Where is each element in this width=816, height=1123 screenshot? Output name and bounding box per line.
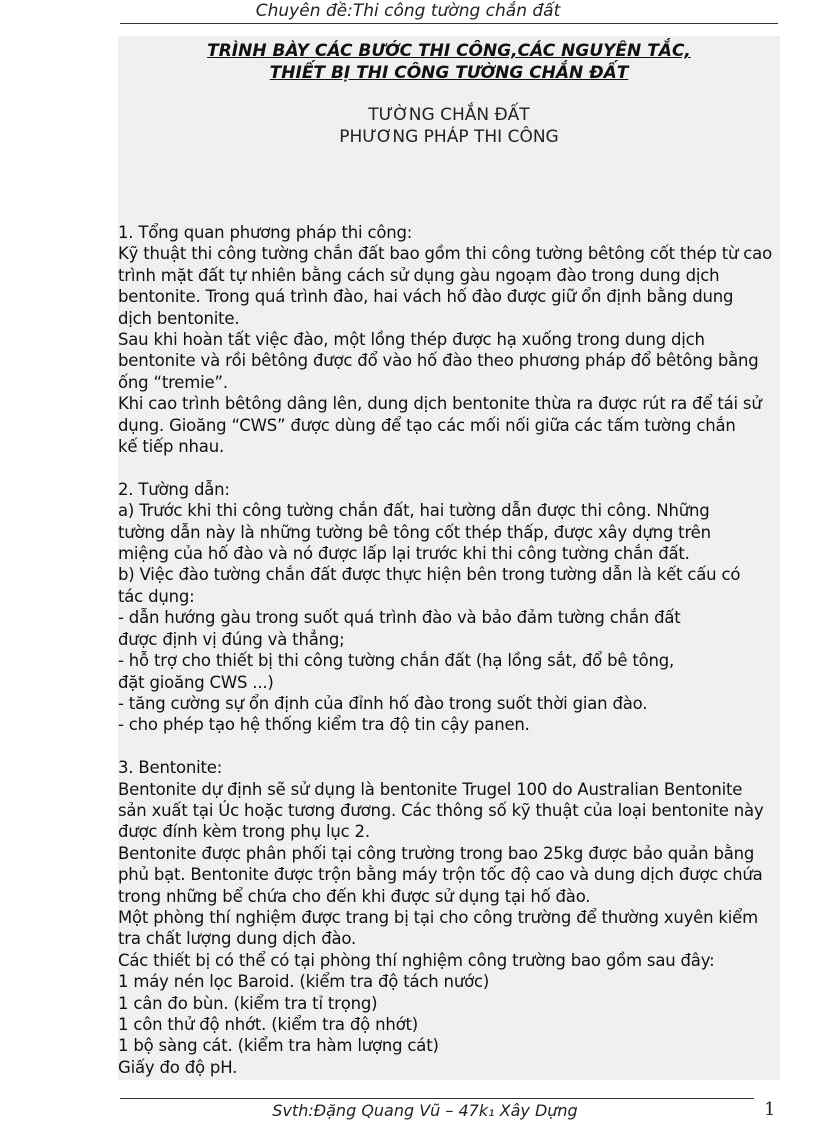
list-item: - hỗ trợ cho thiết bị thi công tường chắn đất (hạ lồng sắt, đổ bê tông, xyxy=(118,651,675,671)
header-rule xyxy=(120,23,778,24)
paragraph-line: trong những bể chứa cho đến khi được sử dụng tại hố đào. xyxy=(118,886,591,906)
list-item: 1 côn thử độ nhớt. (kiểm tra độ nhớt) xyxy=(118,1015,419,1034)
section-heading: 2. Tường dẫn: xyxy=(118,479,230,499)
subtitle-line-2: PHƯƠNG PHÁP THI CÔNG xyxy=(339,127,559,147)
paragraph-line: Khi cao trình bêtông dâng lên, dung dịch bentonite thừa ra được rút ra để tái sử xyxy=(118,394,762,414)
document-body xyxy=(118,36,780,1080)
paragraph-line: miệng của hố đào và nó được lấp lại trước khi thi công tường chắn đất. xyxy=(118,544,690,564)
paragraph-line: bentonite và rồi bêtông được đổ vào hố đào theo phương pháp đổ bêtông bằng xyxy=(118,351,759,371)
page-footer: Svth:Đặng Quang Vũ – 47k₁ Xây Dựng xyxy=(272,1101,578,1120)
list-item: đặt gioăng CWS ...) xyxy=(118,672,274,692)
title-line-1: TRÌNH BÀY CÁC BƯỚC THI CÔNG,CÁC NGUYÊN TẮC, xyxy=(207,41,691,61)
paragraph-line: ống “tremie”. xyxy=(118,372,228,392)
paragraph-line: Một phòng thí nghiệm được trang bị tại cho công trường để thường xuyên kiểm xyxy=(118,907,758,927)
section-overview xyxy=(118,222,780,457)
section-spacer xyxy=(118,736,780,757)
paragraph-line: dụng. Gioăng “CWS” được dùng để tạo các mối nối giữa các tấm tường chắn xyxy=(118,415,736,435)
paragraph-line: a) Trước khi thi công tường chắn đất, hai tường dẫn được thi công. Những xyxy=(118,501,710,521)
paragraph-line: sản xuất tại Úc hoặc tương đương. Các thông số kỹ thuật của loại bentonite này xyxy=(118,800,764,820)
paragraph-line: Sau khi hoàn tất việc đào, một lồng thép được hạ xuống trong dung dịch xyxy=(118,330,705,350)
body-text xyxy=(118,222,780,1078)
paragraph-line: tác dụng: xyxy=(118,586,195,606)
list-item: - cho phép tạo hệ thống kiểm tra độ tin cậy panen. xyxy=(118,715,530,735)
list-item: - dẫn hướng gàu trong suốt quá trình đào và bảo đảm tường chắn đất xyxy=(118,608,681,628)
paragraph-line: phủ bạt. Bentonite được trộn bằng máy trộn tốc độ cao và dung dịch được chứa xyxy=(118,865,763,885)
page-number: 1 xyxy=(764,1099,776,1120)
document-title xyxy=(118,40,780,84)
paragraph-line: b) Việc đào tường chắn đất được thực hiện bên trong tường dẫn là kết cấu có xyxy=(118,565,741,585)
paragraph-line: tường dẫn này là những tường bê tông cốt thép thấp, được xây dựng trên xyxy=(118,522,711,542)
section-spacer xyxy=(118,457,780,478)
section-heading: 3. Bentonite: xyxy=(118,758,223,778)
subtitle-line-1: TƯỜNG CHẮN ĐẤT xyxy=(368,105,530,125)
list-item: 1 bộ sàng cát. (kiểm tra hàm lượng cát) xyxy=(118,1036,439,1056)
title-line-2: THIẾT BỊ THI CÔNG TƯỜNG CHẮN ĐẤT xyxy=(269,63,629,83)
paragraph-line: Kỹ thuật thi công tường chắn đất bao gồm thi công tường bêtông cốt thép từ cao xyxy=(118,244,772,264)
list-item: được định vị đúng và thẳng; xyxy=(118,629,345,649)
section-heading: 1. Tổng quan phương pháp thi công: xyxy=(118,223,413,242)
document-subtitle xyxy=(118,104,780,148)
paragraph-line: dịch bentonite. xyxy=(118,308,240,328)
list-item: 1 cân đo bùn. (kiểm tra tỉ trọng) xyxy=(118,993,378,1013)
paragraph-line: Bentonite dự định sẽ sử dụng là bentonite Trugel 100 do Australian Bentonite xyxy=(118,779,743,799)
list-item: Giấy đo độ pH. xyxy=(118,1057,238,1077)
paragraph-line: kế tiếp nhau. xyxy=(118,437,225,457)
paragraph-line: Các thiết bị có thể có tại phòng thí nghiệm công trường bao gồm sau đây: xyxy=(118,950,715,970)
paragraph-line: được đính kèm trong phụ lục 2. xyxy=(118,822,370,842)
section-guide-walls xyxy=(118,479,780,736)
list-item: 1 máy nén lọc Baroid. (kiểm tra độ tách nước) xyxy=(118,972,490,992)
paragraph-line: trình mặt đất tự nhiên bằng cách sử dụng gàu ngoạm đào trong dung dịch xyxy=(118,265,720,285)
page-header: Chuyên đề:Thi công tường chắn đất xyxy=(255,1,561,21)
paragraph-line: tra chất lượng dung dịch đào. xyxy=(118,929,357,949)
section-bentonite xyxy=(118,757,780,1078)
list-item: - tăng cường sự ổn định của đỉnh hố đào trong suốt thời gian đào. xyxy=(118,693,648,713)
footer-rule xyxy=(120,1098,754,1099)
paragraph-line: bentonite. Trong quá trình đào, hai vách hố đào được giữ ổn định bằng dung xyxy=(118,287,734,307)
paragraph-line: Bentonite được phân phối tại công trường trong bao 25kg được bảo quản bằng xyxy=(118,843,755,863)
